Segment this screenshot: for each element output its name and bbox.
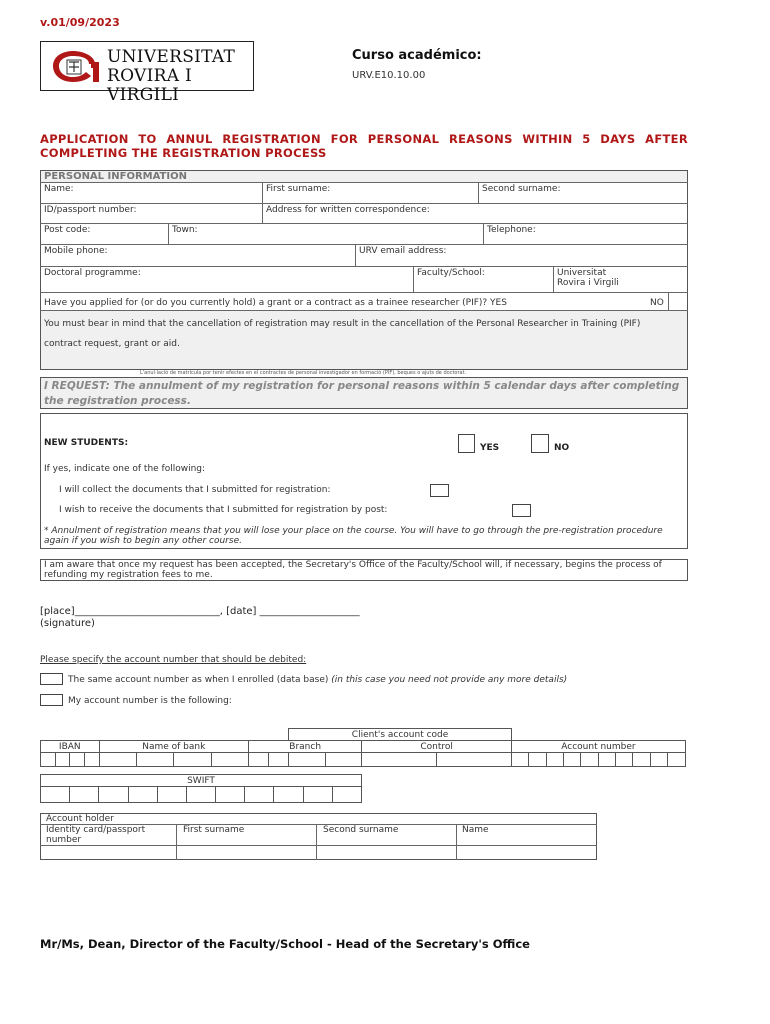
university-name: UNIVERSITAT ROVIRA I VIRGILI [107, 47, 236, 105]
my-account-checkbox[interactable] [40, 694, 63, 706]
receive-documents-checkbox[interactable] [512, 504, 531, 517]
request-text: I REQUEST: The annulment of my registration for personal reasons within 5 calendar days after completing the registration process. [44, 380, 680, 407]
identity-card-input[interactable] [41, 846, 176, 859]
holder-name-label: Name [462, 825, 489, 835]
urv-seal-icon [49, 48, 101, 84]
first-surname-field[interactable]: First surname: [266, 184, 331, 194]
control-header: Control [362, 741, 512, 753]
my-account-option: My account number is the following: [68, 696, 232, 706]
annulment-note: * Annulment of registration means that you will lose your place on the course. You will have to go through the pre-registration procedure again if you wish to begin any other course. [44, 526, 663, 546]
account-digit[interactable] [650, 753, 667, 767]
bank-account-table [40, 728, 686, 767]
mobile-phone-field[interactable]: Mobile phone: [44, 246, 108, 256]
swift-char[interactable] [41, 787, 70, 803]
new-students-label: NEW STUDENTS: [44, 438, 129, 448]
swift-header: SWIFT [41, 775, 362, 787]
holder-first-surname-input[interactable] [177, 846, 316, 859]
iban-header: IBAN [41, 741, 100, 753]
swift-char[interactable] [303, 787, 332, 803]
identity-card-label: Identity card/passport number [46, 825, 146, 845]
faculty-value: Universitat Rovira i Virgili [557, 268, 619, 288]
holder-first-surname-label: First surname [183, 825, 245, 835]
same-account-option: The same account number as when I enrolled (data base) (in this case you need not provide any more details) [68, 675, 568, 685]
new-students-yes-checkbox[interactable] [458, 434, 475, 453]
university-logo [40, 41, 254, 105]
collect-documents-option: I will collect the documents that I submitted for registration: [59, 485, 331, 495]
post-code-field[interactable]: Post code: [44, 225, 91, 235]
control-digit[interactable] [362, 753, 437, 767]
form-title: APPLICATION TO ANNUL REGISTRATION FOR PERSONAL REASONS WITHIN 5 DAYS AFTER COMPLETING THE REGISTRATION PROCESS [40, 132, 688, 160]
personal-information-heading: PERSONAL INFORMATION [44, 171, 187, 182]
account-digit[interactable] [581, 753, 598, 767]
account-digit[interactable] [598, 753, 615, 767]
id-passport-field[interactable]: ID/passport number: [44, 205, 137, 215]
address-field[interactable]: Address for written correspondence: [266, 205, 430, 215]
place-date-line[interactable]: [place]_____________________________, [date] ____________________ [40, 606, 360, 617]
iban-digit[interactable] [55, 753, 70, 767]
bank-digit[interactable] [99, 753, 136, 767]
new-students-no-checkbox[interactable] [531, 434, 549, 453]
addressee: Mr/Ms, Dean, Director of the Faculty/School - Head of the Secretary's Office [40, 937, 530, 951]
new-students-no-label: NO [554, 443, 570, 453]
control-digit[interactable] [437, 753, 512, 767]
branch-digit[interactable] [248, 753, 268, 767]
account-instructions: Please specify the account number that should be debited: [40, 655, 307, 665]
second-surname-field[interactable]: Second surname: [482, 184, 561, 194]
account-digit[interactable] [529, 753, 546, 767]
client-account-code-header: Client's account code [289, 729, 512, 741]
catalan-note: L'anul·lació de matrícula por tenir efectes en el contractes de personal investigador en formació (PIF), beques o ajuts de doctorat. [140, 370, 467, 376]
account-digit[interactable] [546, 753, 563, 767]
doctoral-programme-field[interactable]: Doctoral programme: [44, 268, 141, 278]
holder-name-input[interactable] [457, 846, 596, 859]
receive-documents-option: I wish to receive the documents that I submitted for registration by post: [59, 505, 388, 515]
swift-char[interactable] [332, 787, 361, 803]
bank-name-header: Name of bank [99, 741, 248, 753]
account-number-header: Account number [511, 741, 685, 753]
iban-digit[interactable] [84, 753, 99, 767]
bank-digit[interactable] [174, 753, 211, 767]
iban-digit[interactable] [41, 753, 56, 767]
swift-char[interactable] [186, 787, 215, 803]
document-code: URV.E10.10.00 [352, 70, 426, 81]
bank-digit[interactable] [136, 753, 173, 767]
iban-digit[interactable] [70, 753, 85, 767]
branch-header: Branch [248, 741, 361, 753]
swift-char[interactable] [245, 787, 274, 803]
account-digit[interactable] [616, 753, 633, 767]
signature-label: (signature) [40, 618, 95, 629]
branch-digit[interactable] [325, 753, 362, 767]
telephone-field[interactable]: Telephone: [487, 225, 536, 235]
grant-no-option[interactable]: NO [650, 298, 664, 308]
swift-char[interactable] [274, 787, 303, 803]
refund-notice-text: I am aware that once my request has been accepted, the Secretary's Office of the Faculty/School will, if necessary, begins the process of refunding my registration fees to me. [44, 560, 662, 580]
indicate-text: If yes, indicate one of the following: [44, 464, 206, 474]
swift-char[interactable] [99, 787, 128, 803]
new-students-yes-label: YES [480, 443, 500, 453]
holder-second-surname-input[interactable] [317, 846, 456, 859]
pif-note-line-1: You must bear in mind that the cancellation of registration may result in the cancellation of the Personal Researcher in Training (PIF) [44, 319, 641, 329]
academic-year-label: Curso académico: [352, 48, 482, 63]
faculty-field[interactable]: Faculty/School: [417, 268, 485, 278]
account-digit[interactable] [563, 753, 580, 767]
account-digit[interactable] [668, 753, 686, 767]
swift-char[interactable] [216, 787, 245, 803]
grant-question: Have you applied for (or do you currently hold) a grant or a contract as a trainee researcher (PIF)? YES [44, 298, 507, 308]
account-holder-label: Account holder [46, 814, 114, 824]
same-account-checkbox[interactable] [40, 673, 63, 685]
version-label: v.01/09/2023 [40, 16, 120, 29]
name-field[interactable]: Name: [44, 184, 74, 194]
account-digit[interactable] [511, 753, 528, 767]
branch-digit[interactable] [289, 753, 326, 767]
swift-char[interactable] [157, 787, 186, 803]
swift-char[interactable] [70, 787, 99, 803]
branch-digit[interactable] [269, 753, 289, 767]
pif-note-line-2: contract request, grant or aid. [44, 339, 180, 349]
swift-char[interactable] [128, 787, 157, 803]
town-field[interactable]: Town: [172, 225, 198, 235]
account-digit[interactable] [633, 753, 650, 767]
bank-digit[interactable] [211, 753, 248, 767]
collect-documents-checkbox[interactable] [430, 484, 449, 497]
swift-table [40, 774, 362, 803]
holder-second-surname-label: Second surname [323, 825, 399, 835]
urv-email-field[interactable]: URV email address: [359, 246, 447, 256]
